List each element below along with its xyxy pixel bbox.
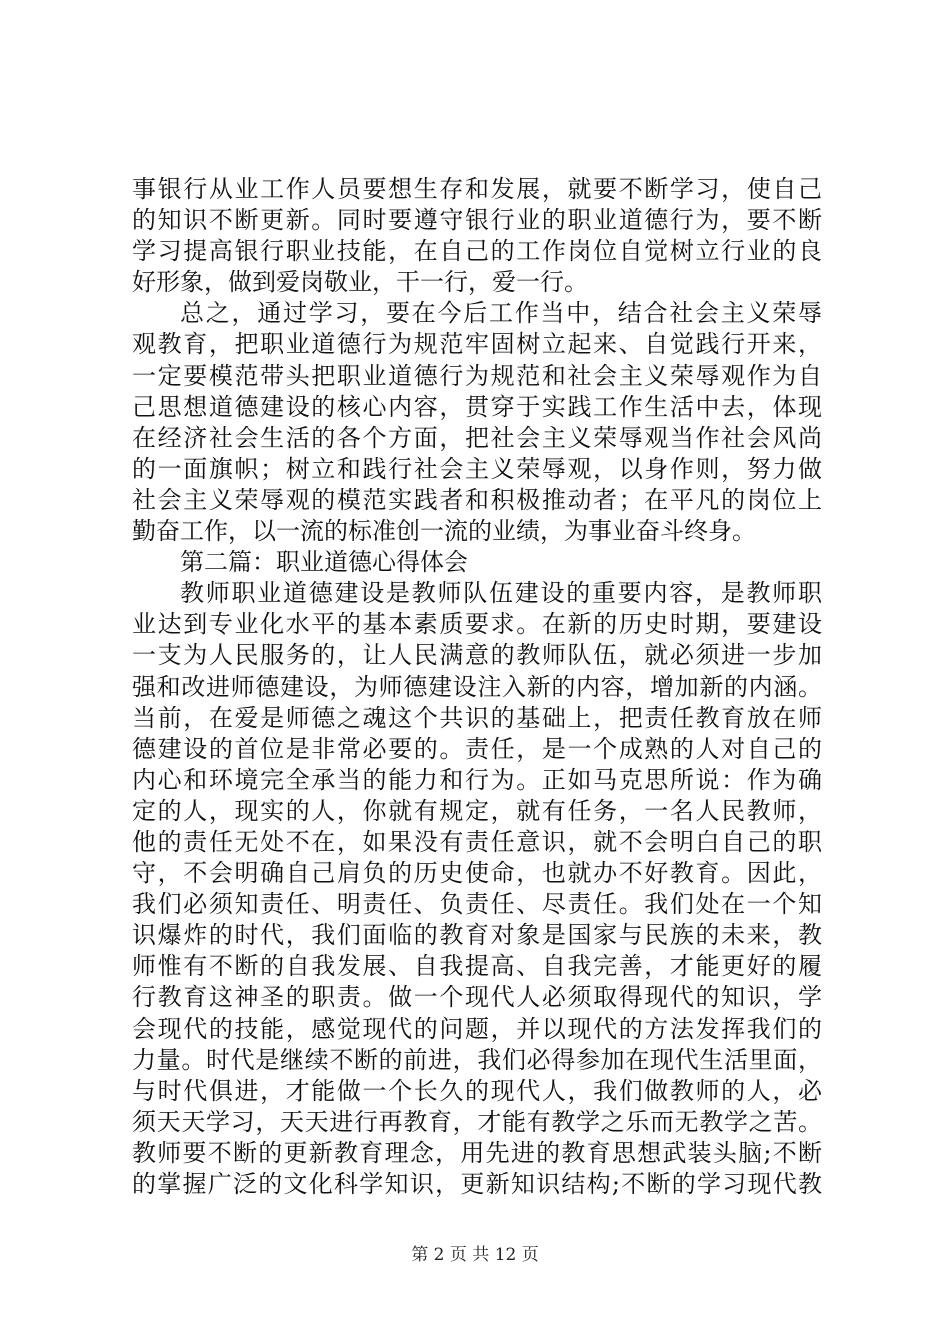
text-line: 在经济社会生活的各个方面，把社会主义荣辱观当作社会风尚 [132, 423, 822, 452]
text-line: 观教育，把职业道德行为规范牢固树立起来、自觉践行开来， [132, 330, 822, 359]
text-line: 第二篇：职业道德心得体会 [180, 548, 468, 577]
text-line: 一支为人民服务的，让人民满意的教师队伍，就必须进一步加 [132, 641, 822, 670]
text-line: 学习提高银行职业技能，在自己的工作岗位自觉树立行业的良 [132, 237, 822, 266]
text-line: 定的人，现实的人，你就有规定，就有任务，一名人民教师， [132, 796, 822, 825]
text-line: 与时代俱进，才能做一个长久的现代人，我们做教师的人，必 [132, 1076, 822, 1105]
text-line: 社会主义荣辱观的模范实践者和积极推动者；在平凡的岗位上 [132, 485, 822, 514]
text-line: 的一面旗帜；树立和践行社会主义荣辱观，以身作则，努力做 [132, 454, 822, 483]
text-line: 事银行从业工作人员要想生存和发展，就要不断学习，使自己 [132, 175, 822, 203]
text-line: 我们必须知责任、明责任、负责任、尽责任。我们处在一个知 [132, 890, 822, 919]
text-line: 守，不会明确自己肩负的历史使命，也就办不好教育。因此， [132, 859, 822, 888]
text-line: 己思想道德建设的核心内容，贯穿于实践工作生活中去，体现 [132, 392, 822, 421]
text-line: 教师职业道德建设是教师队伍建设的重要内容，是教师职 [180, 579, 822, 608]
text-line: 德建设的首位是非常必要的。责任，是一个成熟的人对自己的 [132, 734, 822, 763]
text-line: 识爆炸的时代，我们面临的教育对象是国家与民族的未来，教 [132, 921, 822, 950]
text-line: 力量。时代是继续不断的前进，我们必得参加在现代生活里面， [132, 1045, 822, 1074]
text-line: 他的责任无处不在，如果没有责任意识，就不会明白自己的职 [132, 827, 822, 856]
text-line: 会现代的技能，感觉现代的问题，并以现代的方法发挥我们的 [132, 1014, 822, 1043]
text-line: 行教育这神圣的职责。做一个现代人必须取得现代的知识，学 [132, 983, 822, 1012]
text-line: 总之，通过学习，要在今后工作当中，结合社会主义荣辱 [180, 299, 822, 328]
text-line: 当前，在爱是师德之魂这个共识的基础上，把责任教育放在师 [132, 703, 822, 732]
text-line: 一定要模范带头把职业道德行为规范和社会主义荣辱观作为自 [132, 361, 822, 390]
body-text [132, 174, 822, 1200]
text-line: 内心和环境完全承当的能力和行为。正如马克思所说：作为确 [132, 765, 822, 794]
text-line: 勤奋工作，以一流的标准创一流的业绩，为事业奋斗终身。 [132, 517, 756, 546]
text-line: 好形象，做到爱岗敬业，干一行，爱一行。 [132, 268, 588, 297]
text-line: 的掌握广泛的文化科学知识，更新知识结构;不断的学习现代教 [132, 1170, 822, 1198]
text-line: 业达到专业化水平的基本素质要求。在新的历史时期，要建设 [132, 610, 822, 639]
page-footer: 第 2 页 共 12 页 [411, 1245, 539, 1265]
text-line: 须天天学习，天天进行再教育，才能有教学之乐而无教学之苦。 [132, 1107, 822, 1136]
text-line: 教师要不断的更新教育理念，用先进的教育思想武装头脑;不断 [132, 1138, 822, 1167]
text-line: 强和改进师德建设，为师德建设注入新的内容，增加新的内涵。 [132, 672, 822, 701]
text-line: 的知识不断更新。同时要遵守银行业的职业道德行为，要不断 [132, 206, 822, 235]
text-line: 师惟有不断的自我发展、自我提高、自我完善，才能更好的履 [132, 952, 822, 981]
